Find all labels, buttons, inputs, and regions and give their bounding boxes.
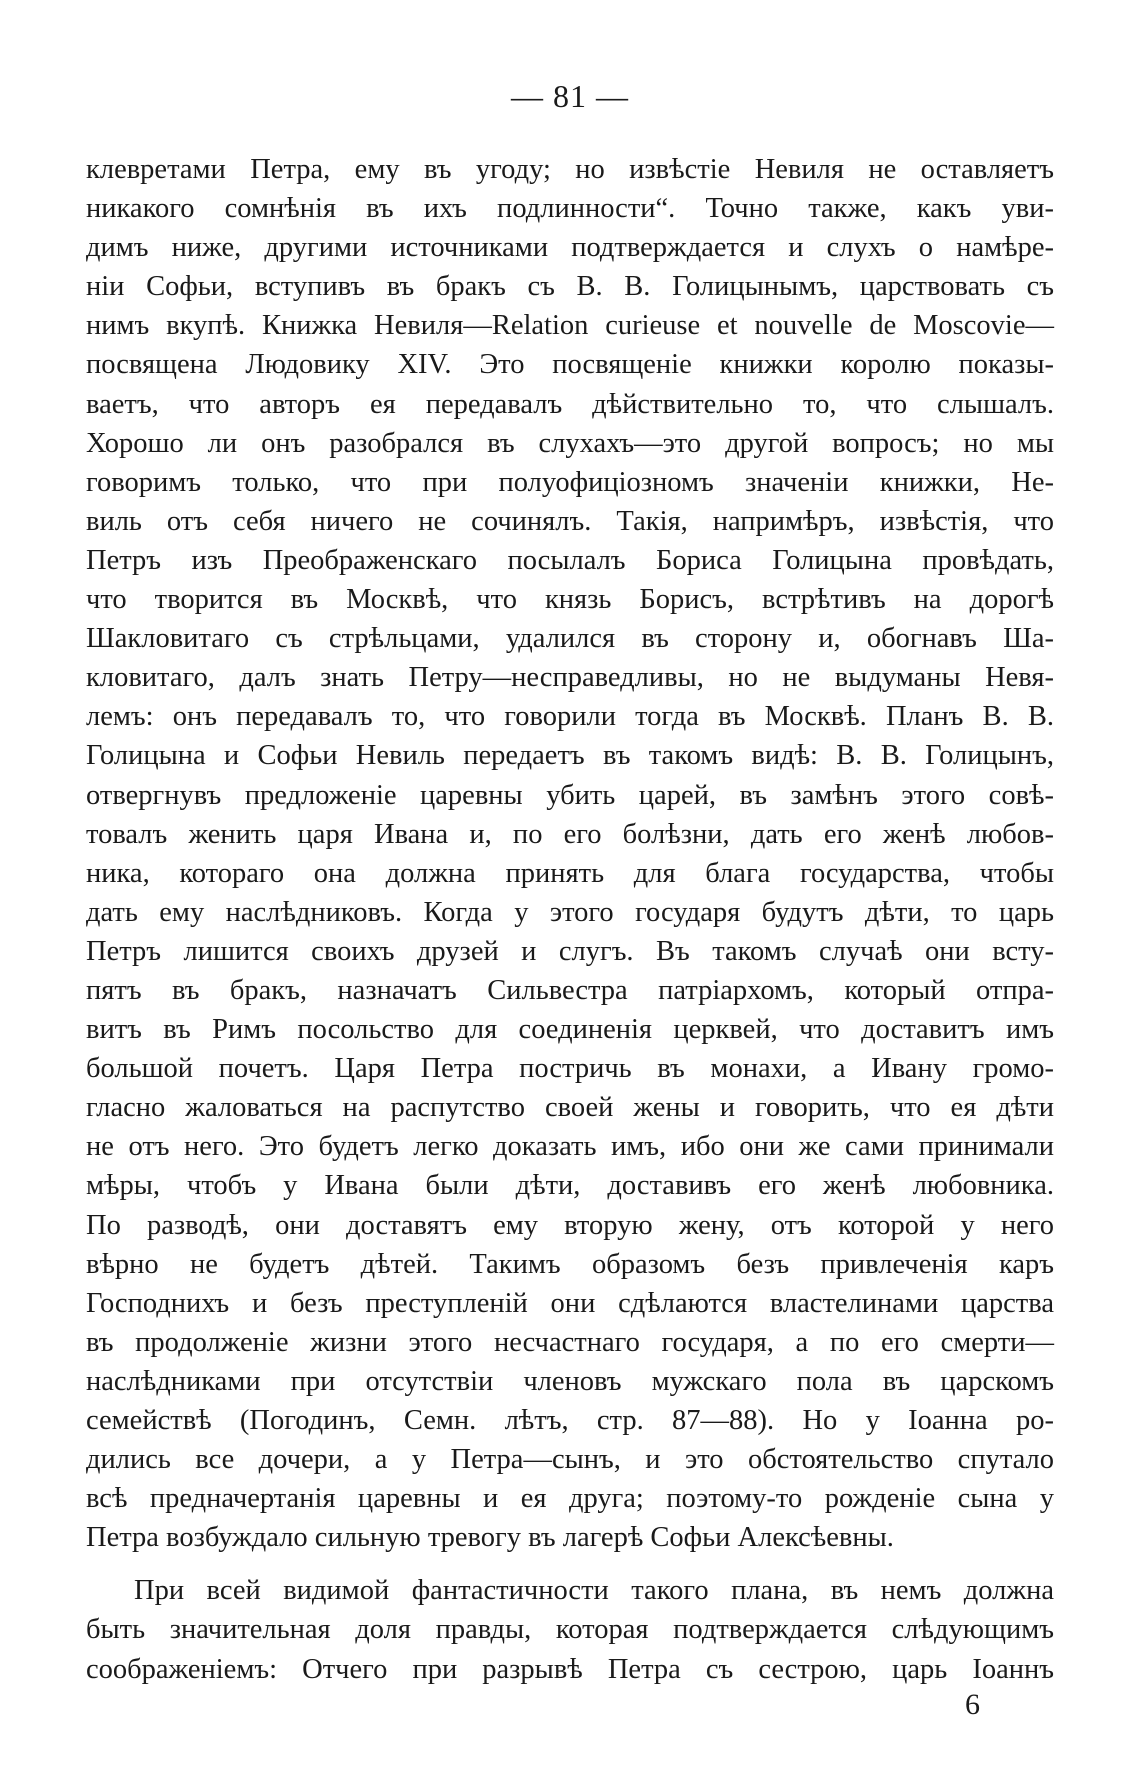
text-line: товалъ женить царя Ивана и, по его болѣзни, дать его женѣ любов- [86, 818, 1054, 850]
text-line: виль отъ себя ничего не сочинялъ. Такія, напримѣръ, извѣстія, что [86, 505, 1054, 537]
text-line: дились все дочери, а у Петра—сынъ, и это обстоятельство спутало [86, 1444, 1054, 1476]
text-line: отвергнувъ предложеніе царевны убить царей, въ замѣнъ этого совѣ- [86, 779, 1054, 811]
text-line: клевретами Петра, ему въ угоду; но извѣстіе Невиля не оставляетъ [86, 154, 1054, 185]
text-line: говоримъ только, что при полуофиціозномъ значеніи книжки, Не- [86, 466, 1054, 498]
text-line: семействѣ (Погодинъ, Семн. лѣтъ, стр. 87—88). Но у Іоанна ро- [86, 1405, 1054, 1436]
text-line: Петръ лишится своихъ друзей и слугъ. Въ такомъ случаѣ они всту- [86, 935, 1054, 967]
text-line: нимъ вкупѣ. Книжка Невиля—Relation curieuse et nouvelle de Moscovie— [86, 310, 1054, 342]
text-line: посвящена Людовику XIV. Это посвященіе книжки королю показы- [86, 349, 1054, 381]
text-line: всѣ предначертанія царевны и ея друга; поэтому-то рожденіе сына у [86, 1483, 1054, 1515]
text-line: Петра возбуждало сильную тревогу въ лагерѣ Софьи Алексѣевны. [86, 1522, 894, 1554]
text-line: пятъ въ бракъ, назначатъ Сильвестра патріархомъ, который отпра- [86, 974, 1054, 1006]
text-line: гласно жаловаться на распутство своей жены и говорить, что ея дѣти [86, 1092, 1054, 1124]
text-line: кловитаго, далъ знать Петру—несправедливы, но не выдуманы Невя- [86, 662, 1054, 694]
paragraph-2 [86, 1571, 1054, 1688]
text-line: соображеніемъ: Отчего при разрывѣ Петра съ сестрою, царь Іоаннъ [86, 1653, 1054, 1685]
text-line: ника, котораго она должна принять для блага государства, чтобы [86, 857, 1054, 889]
text-line: лемъ: онъ передавалъ то, что говорили тогда въ Москвѣ. Планъ В. В. [86, 701, 1054, 733]
text-line: ніи Софьи, вступивъ въ бракъ съ В. В. Голицынымъ, царствовать съ [86, 271, 1054, 303]
text-line: никакого сомнѣнія въ ихъ подлинности“. Точно также, какъ уви- [86, 193, 1054, 225]
text-line: ваетъ, что авторъ ея передавалъ дѣйствительно то, что слышалъ. [86, 388, 1054, 420]
text-line: При всей видимой фантастичности такого плана, въ немъ должна [134, 1575, 1054, 1607]
text-line: дать ему наслѣдниковъ. Когда у этого государя будутъ дѣти, то царь [86, 896, 1054, 928]
text-line: Господнихъ и безъ преступленій они сдѣлаются властелинами царства [86, 1287, 1054, 1319]
text-line: вѣрно не будетъ дѣтей. Такимъ образомъ безъ привлеченія каръ [86, 1248, 1054, 1280]
text-line: наслѣдниками при отсутствіи членовъ мужскаго пола въ царскомъ [86, 1365, 1054, 1397]
signature-mark: 6 [965, 1688, 980, 1721]
text-line: не отъ него. Это будетъ легко доказать имъ, ибо они же сами принимали [86, 1131, 1054, 1163]
text-line: По разводѣ, они доставятъ ему вторую жену, отъ которой у него [86, 1209, 1054, 1241]
body-text [86, 150, 1054, 1689]
text-line: димъ ниже, другими источниками подтверждается и слухъ о намѣре- [86, 232, 1054, 264]
text-line: что творится въ Москвѣ, что князь Борисъ, встрѣтивъ на дорогѣ [86, 584, 1054, 616]
text-line: мѣры, чтобъ у Ивана были дѣти, доставивъ его женѣ любовника. [86, 1170, 1054, 1202]
text-line: въ продолженіе жизни этого несчастнаго государя, а по его смерти— [86, 1326, 1054, 1358]
text-line: Хорошо ли онъ разобрался въ слухахъ—это другой вопросъ; но мы [86, 427, 1054, 459]
text-line: витъ въ Римъ посольство для соединенія церквей, что доставитъ имъ [86, 1014, 1054, 1046]
text-line: Шакловитаго съ стрѣльцами, удалился въ сторону и, обогнавъ Ша- [86, 623, 1054, 655]
text-line: Голицына и Софьи Невиль передаетъ въ такомъ видѣ: В. В. Голицынъ, [86, 740, 1054, 772]
paragraph-1 [86, 150, 1054, 1557]
page-number: — 81 — [511, 78, 629, 114]
text-line: быть значительная доля правды, которая подтверждается слѣдующимъ [86, 1614, 1054, 1646]
text-line: Петръ изъ Преображенскаго посылалъ Бориса Голицына провѣдать, [86, 544, 1054, 576]
text-line: большой почетъ. Царя Петра постричь въ монахи, а Ивану громо- [86, 1053, 1054, 1085]
